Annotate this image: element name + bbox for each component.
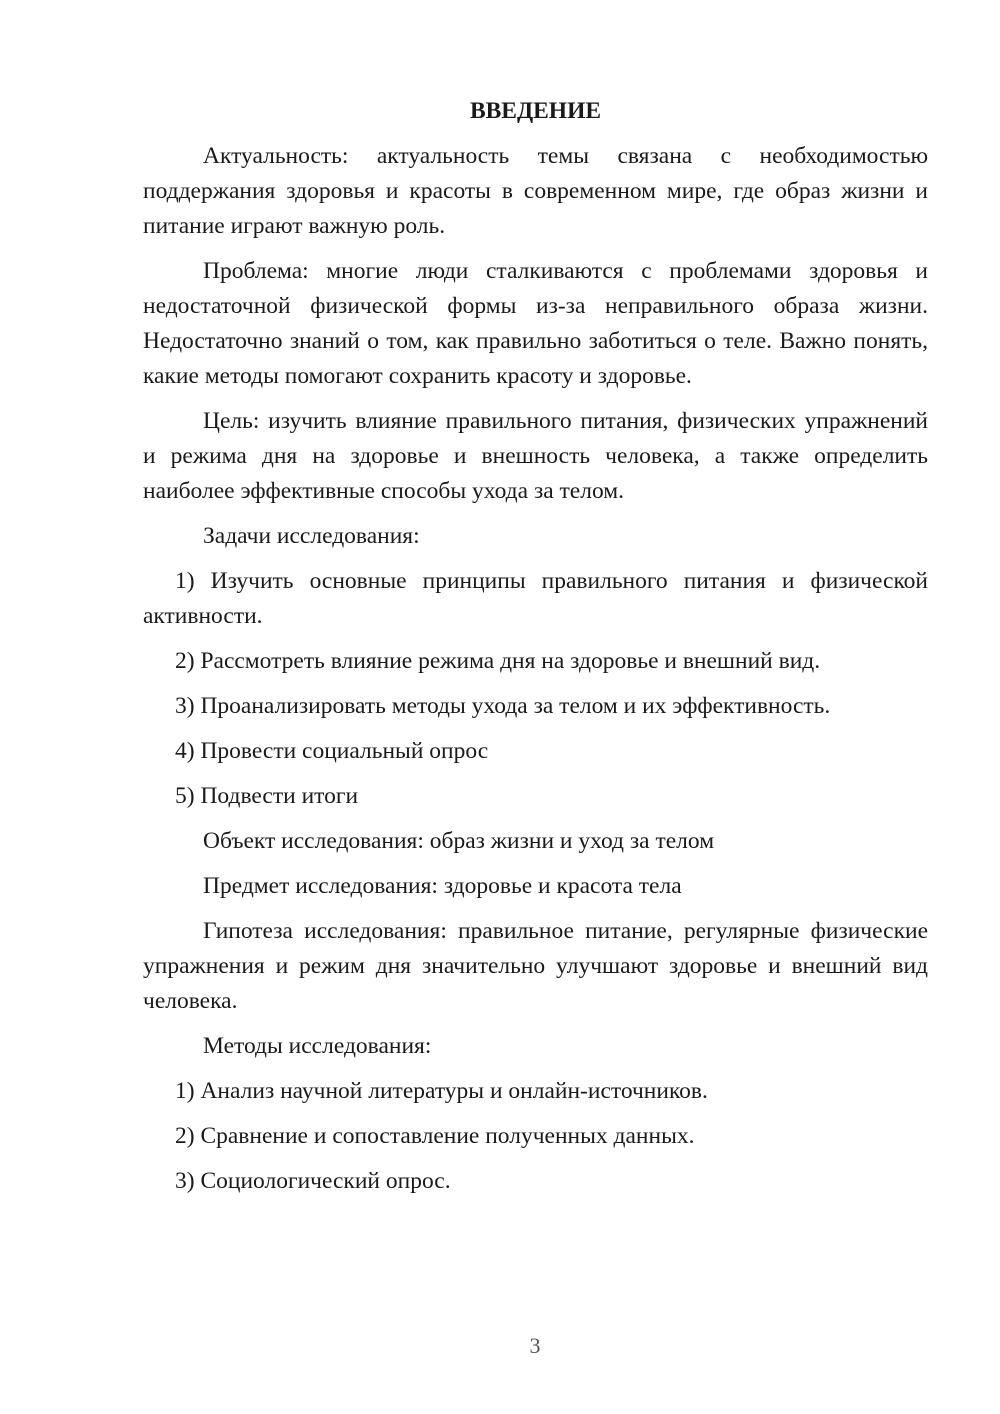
subject-paragraph: Предмет исследования: здоровье и красота тела	[203, 873, 682, 899]
method-item-2: 2) Сравнение и сопоставление полученных данных.	[175, 1123, 695, 1149]
task-item-2: 2) Рассмотреть влияние режима дня на здоровье и внешний вид.	[175, 648, 821, 674]
task-item-1: 1) Изучить основные принципы правильного питания и физической активности.	[143, 568, 928, 629]
relevance-paragraph: Актуальность: актуальность темы связана с необходимостью поддержания здоровья и красоты в современном мире, где образ жизни и питание играют важную роль.	[143, 143, 928, 239]
task-item-4: 4) Провести социальный опрос	[175, 738, 489, 764]
problem-paragraph: Проблема: многие люди сталкиваются с проблемами здоровья и недостаточной физической формы из-за неправильного образа жизни. Недостаточно знаний о том, как правильно заботиться о теле. Важно понять, какие методы помогают сохранить красоту и здоровье.	[143, 258, 928, 389]
method-item-3: 3) Социологический опрос.	[175, 1168, 451, 1194]
method-item-1: 1) Анализ научной литературы и онлайн-источников.	[175, 1078, 708, 1104]
document-body	[143, 94, 928, 1209]
task-item-5: 5) Подвести итоги	[175, 783, 359, 809]
object-paragraph: Объект исследования: образ жизни и уход за телом	[203, 828, 715, 854]
tasks-heading: Задачи исследования:	[203, 523, 420, 549]
page-number: 3	[529, 1333, 541, 1358]
goal-paragraph: Цель: изучить влияние правильного питания, физических упражнений и режима дня на здоровье и внешность человека, а также определить наиболее эффективные способы ухода за телом.	[143, 408, 928, 504]
methods-heading: Методы исследования:	[203, 1033, 432, 1059]
hypothesis-paragraph: Гипотеза исследования: правильное питание, регулярные физические упражнения и режим дня значительно улучшают здоровье и внешний вид человека.	[143, 918, 928, 1014]
task-item-3: 3) Проанализировать методы ухода за телом и их эффективность.	[175, 693, 831, 719]
document-title: ВВЕДЕНИЕ	[469, 98, 602, 124]
